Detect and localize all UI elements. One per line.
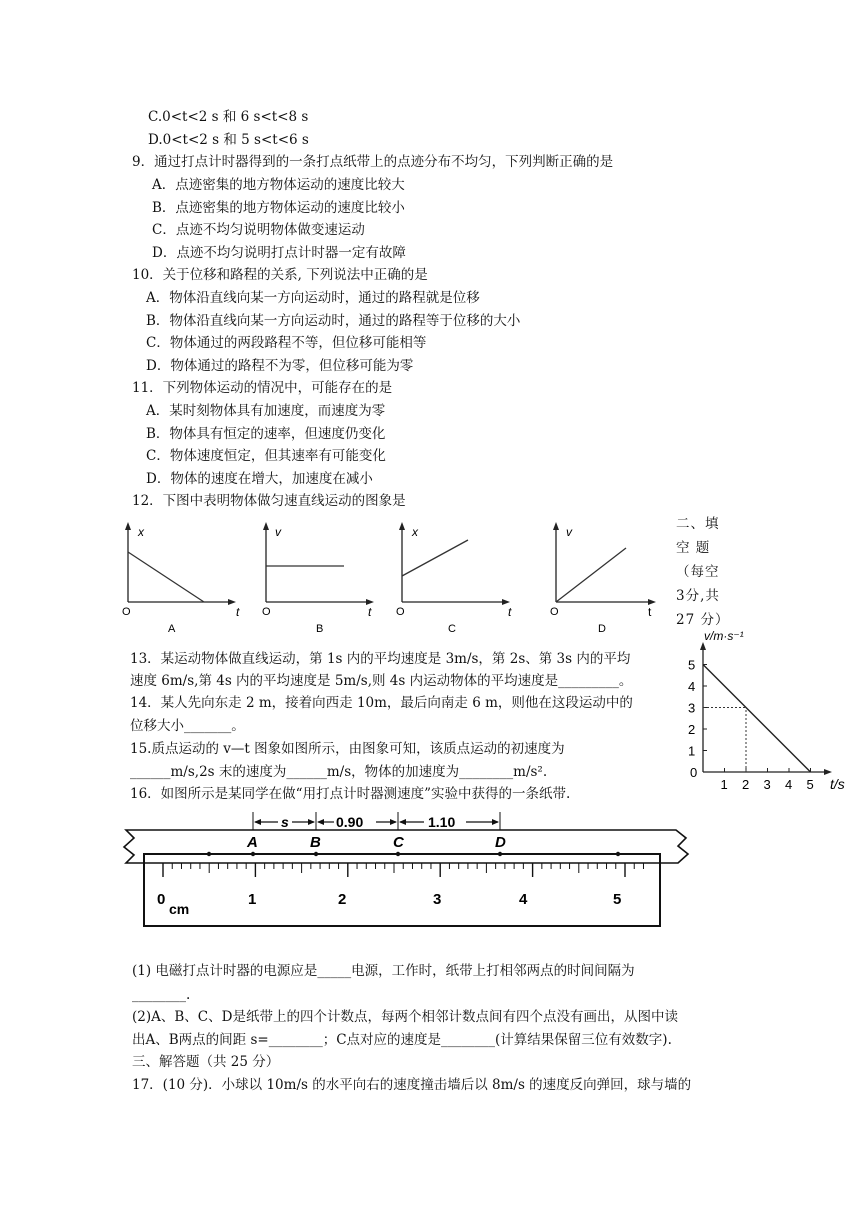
arrow-left-icon [317,819,324,825]
graph-a-line [128,552,204,602]
section2-line: （每空 [676,564,720,580]
graph-a-y-arrow-icon [125,522,131,530]
q10-option-d: D．物体通过的路程不为零，但位移可能为零 [146,358,414,374]
graph-b-y-arrow-icon [263,522,269,530]
tape-dot-b [314,852,318,856]
vt-graph-series-line [703,665,811,773]
q16-part1-line1: (1) 电磁打点计时器的电源应是_____电源，工作时，纸带上打相邻两点的时间间隔为 [132,963,635,979]
q10-option-b: B．物体沿直线向某一方向运动时，通过的路程等于位移的大小 [146,313,521,329]
graph-c-origin: O [396,606,405,618]
arrow-left-icon [254,819,261,825]
graph-d-y-arrow-icon [553,522,559,530]
ruler-unit: cm [169,901,190,917]
q8-option-c: C.0<t<2 s 和 6 s<t<8 s [148,109,309,125]
q10-stem: 10．关于位移和路程的关系, 下列说法中正确的是 [132,267,428,283]
tape-dot [207,852,211,856]
graph-c-line [402,540,468,576]
ruler [144,854,660,926]
vt-graph-x-arrow-icon [824,769,832,775]
q11-option-b: B．物体具有恒定的速率，但速度仍变化 [146,426,386,442]
graph-a [112,520,252,638]
section2-line: 3分,共 [676,588,720,604]
tape-dot-a [251,852,255,856]
tape-dot-d [498,852,502,856]
tape-dot [616,852,620,856]
q11-option-d: D．物体的速度在增大，加速度在减小 [146,471,373,487]
vt-x-tick-label: 5 [806,777,814,792]
q13-line1: 13．某运动物体做直线运动，第 1s 内的平均速度是 3m/s，第 2s、第 3s 内的平均 [130,651,631,667]
q11-option-c: C．物体速度恒定，但其速率有可能变化 [146,448,386,464]
tape-label-b: B [310,834,321,851]
graph-b [252,520,392,638]
ruler-zero: 0 [157,891,166,908]
arrow-left-icon [399,819,406,825]
graph-d-letter: D [598,623,606,635]
graph-d [540,520,680,638]
vt-x-tick-label: 4 [785,777,793,792]
vt-graph-ylabel: v/m·s⁻¹ [704,629,744,643]
section2-line: 空 题 [676,540,711,556]
tape-figure [116,808,696,938]
section2-line: 二、填 [676,516,720,532]
graph-a-x-arrow-icon [228,599,236,605]
q16-stem: 16．如图所示是某同学在做“用打点计时器测速度”实验中获得的一条纸带. [130,786,571,802]
section2-header [676,512,738,632]
q15-line1: 15.质点运动的 v—t 图象如图所示，由图象可知，该质点运动的初速度为 [130,741,565,757]
arrow-right-icon [308,819,315,825]
graph-d-origin: O [550,606,559,618]
graph-a-letter: A [168,623,176,635]
vt-x-tick-label: 2 [742,777,750,792]
graph-c-ylabel: x [412,525,418,539]
vt-graph-origin: 0 [690,765,698,780]
vt-graph-y-arrow-icon [700,642,706,650]
graph-d-ylabel: v [566,525,572,539]
graph-b-origin: O [262,606,271,618]
tape-label-c: C [393,834,404,851]
ruler-number: 5 [613,891,622,908]
q16-part2-line1: (2)A、B、C、D是纸带上的四个计数点，每两个相邻计数点间有四个点没有画出，从图中读 [132,1009,678,1025]
vt-y-tick-label: 2 [688,722,696,737]
graph-c-letter: C [448,623,456,635]
q9-stem: 9．通过打点计时器得到的一条打点纸带上的点迹分布不均匀，下列判断正确的是 [132,154,614,170]
ruler-number: 2 [338,891,347,908]
q16-part2-line2: 出A、B两点的间距 s=________；C点对应的速度是________(计算结果保留三位有效数字). [132,1032,672,1048]
q17-line1: 17．(10 分)．小球以 10m/s 的水平向右的速度撞击墙后以 8m/s 的速度反向弹回，球与墙的 [132,1077,692,1093]
q14-line1: 14．某人先向东走 2 m，接着向西走 10m，最后向南走 6 m，则他在这段运动中的 [130,695,633,711]
q9-option-a: A．点迹密集的地方物体运动的速度比较大 [152,177,405,193]
q10-option-a: A．物体沿直线向某一方向运动时，通过的路程就是位移 [146,290,480,306]
vt-y-tick-label: 1 [688,743,696,759]
arrow-right-icon [492,819,499,825]
graph-a-xlabel: t [236,605,240,619]
graph-c [386,520,526,638]
ruler-number: 3 [433,891,442,908]
graph-b-ylabel: v [275,525,281,539]
q9-option-c: C．点迹不均匀说明物体做变速运动 [152,222,365,238]
graph-c-xlabel: t [508,605,512,619]
tape-dim-cd: 1.10 [428,814,456,830]
tape-label-d: D [495,834,506,851]
graph-b-letter: B [316,623,324,635]
ruler-number: 4 [519,891,528,908]
q15-line2: ______m/s,2s 末的速度为______m/s，物体的加速度为________m/s². [130,764,548,780]
tape-dim-s: s [281,814,289,830]
graph-b-xlabel: t [368,605,372,619]
section3-title: 三、解答题（共 25 分） [132,1054,280,1070]
vt-graph-xlabel: t/s [830,776,845,792]
tape-dim-bc: 0.90 [336,814,364,830]
q12-stem: 12．下图中表明物体做匀速直线运动的图象是 [132,493,406,509]
q11-stem: 11．下列物体运动的情况中，可能存在的是 [132,380,393,396]
q11-option-a: A．某时刻物体具有加速度，而速度为零 [146,403,386,419]
q9-option-b: B．点迹密集的地方物体运动的速度比较小 [152,200,405,216]
vt-graph [680,626,858,798]
vt-y-tick-label: 4 [688,679,696,694]
vt-x-tick-label: 1 [720,777,728,792]
graph-a-origin: O [122,606,131,618]
arrow-right-icon [390,819,397,825]
section2-line: 27 分） [676,612,730,628]
tape-label-a: A [247,834,258,851]
vt-x-tick-label: 3 [763,777,771,792]
graph-d-line [556,548,626,602]
q14-line2: 位移大小_______。 [130,718,245,734]
vt-y-tick-label: 5 [688,657,696,673]
tape-dot-c [396,852,400,856]
graph-d-xlabel: t [648,605,652,619]
q16-part1-line2: ________. [132,987,191,1003]
q8-option-d: D.0<t<2 s 和 5 s<t<6 s [148,132,309,148]
vt-y-tick-label: 3 [688,700,696,716]
graph-a-ylabel: x [138,525,144,539]
ruler-number: 1 [248,891,257,908]
q10-option-c: C．物体通过的两段路程不等，但位移可能相等 [146,335,427,351]
graph-c-y-arrow-icon [399,522,405,530]
q13-line2: 速度 6m/s,第 4s 内的平均速度是 5m/s,则 4s 内运动物体的平均速度是_________。 [130,673,633,689]
q9-option-d: D．点迹不均匀说明打点计时器一定有故障 [152,245,406,261]
